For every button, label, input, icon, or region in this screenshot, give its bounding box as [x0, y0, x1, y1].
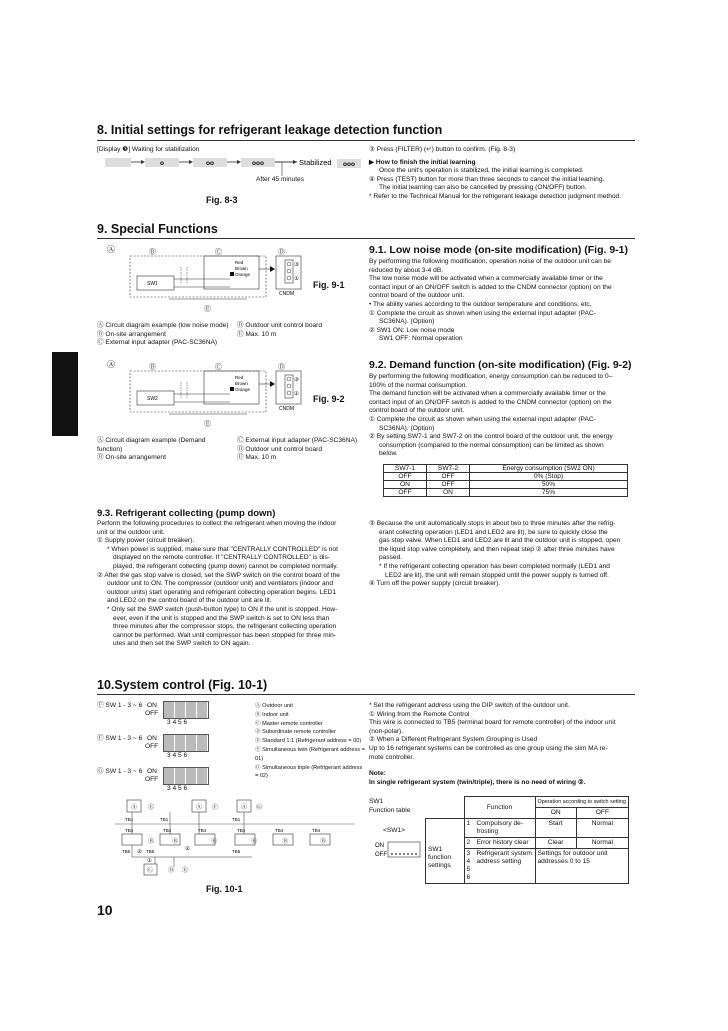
svg-text:Ⓑ: Ⓑ: [320, 839, 327, 845]
svg-text:TB1: TB1: [160, 817, 169, 822]
legend-9-2-right: Ⓒ External input adapter (PAC-SC36NA) Ⓓ Outdoor unit control board Ⓔ Max. 10 m: [237, 437, 358, 462]
fig-9-2: Fig. 9-2: [313, 394, 345, 404]
svg-text:Ⓔ: Ⓔ: [204, 306, 211, 313]
svg-text:TB4: TB4: [198, 828, 207, 833]
svg-text:Ⓐ: Ⓐ: [130, 805, 138, 811]
svg-text:Orange: Orange: [235, 387, 251, 392]
display-label: [Display ❸] Waiting for stabilization: [97, 146, 200, 153]
svg-text:②: ②: [185, 846, 190, 852]
svg-text:Ⓕ: Ⓕ: [212, 805, 219, 811]
svg-text:Ⓐ: Ⓐ: [240, 805, 248, 811]
svg-text:TB1: TB1: [232, 817, 241, 822]
svg-text:Ⓑ: Ⓑ: [251, 839, 258, 845]
svg-text:Ⓖ: Ⓖ: [256, 805, 263, 811]
svg-text:Ⓑ: Ⓑ: [149, 364, 156, 371]
svg-text:Ⓓ: Ⓓ: [278, 249, 285, 256]
stabilized-text: Stabilized: [299, 158, 332, 167]
section-9-title: 9. Special Functions: [97, 222, 218, 236]
stab-code: ooo: [343, 161, 355, 168]
legend-9-1-left: Ⓐ Circuit diagram example (low noise mode) Ⓑ On-site arrangement Ⓒ External input adapter (PAC-SC36NA): [97, 322, 229, 347]
stabilization-sequence: [97, 154, 367, 184]
svg-text:Ⓑ: Ⓑ: [211, 839, 218, 845]
svg-text:Ⓔ: Ⓔ: [204, 421, 211, 428]
svg-text:ON: ON: [375, 843, 384, 849]
fig-10-1-wiring-diagram: [115, 798, 360, 880]
svg-text:Brown: Brown: [235, 381, 248, 386]
svg-text:Ⓑ: Ⓑ: [282, 839, 289, 845]
fig-10-1: Fig. 10-1: [206, 884, 243, 894]
svg-text:SW2: SW2: [147, 396, 158, 402]
legend-9-1-right: Ⓓ Outdoor unit control board Ⓔ Max. 10 m: [237, 322, 323, 338]
svg-text:TB4: TB4: [125, 828, 134, 833]
seq-3: ooo: [252, 160, 264, 167]
sw1-function-table: Function Operation according to switch setting ON OFF SW1 function settings 1 Compulsory de-frosting Start Normal 2 Error history clear Clear Normal 3 4 5 6 Refrigerant system address setting Settings for outdoor unit addresses 0 to 15: [425, 796, 629, 884]
svg-text:Ⓐ: Ⓐ: [195, 805, 203, 811]
svg-text:Ⓒ: Ⓒ: [215, 364, 222, 371]
dip-switch-group: Ⓕ SW 1 - 3 ~ 6 ON OFF 3 4 5 6 Ⓕ SW 1 - 3 ~ 6 ON OFF 3 4 5 6 Ⓖ SW 1 - 3 ~ 6 ON OFF 3 4 5 6: [97, 700, 257, 800]
s10-right-text: * Set the refrigerant address using the DIP switch of the outdoor unit. ① Wiring from the Remote Control This wire is connected to TB5 (terminal board for remote controller) of the indoor unit (non-polar). ② When a Different Refrigerant System Grouping is Used Up to 16 refrigerant systems can be controlled as one group using the slim MA re- mote controller. Note: In single refrigerant system (twin/triple), there is no need of wiring ②.: [369, 702, 616, 786]
svg-text:OFF: OFF: [375, 852, 387, 858]
function-table-label: Function table: [369, 807, 411, 814]
svg-text:①: ①: [147, 858, 152, 864]
svg-text:Red: Red: [235, 375, 244, 380]
seq-1: o: [160, 160, 164, 167]
side-tab-marker: [52, 352, 78, 436]
s91-body: By performing the following modification, operation noise of the outdoor unit can be reduced by about 3-4 dB. The low noise mode will be activated when a commercially available timer or the contact input of an ON/OFF switch is added to the CNDM connector (option) on the control board of the outdoor unit. • The ability varies according to the outdoor temperature and conditions, etc. ① Complete the circuit as shown when using the external input adapter (PAC- SC36NA). (Option) ② SW1 ON: Low noise mode SW1 OFF: Normal operation: [369, 258, 612, 343]
s92-body: By performing the following modification, energy consumption can be reduced to 0– 100% of the normal consumption. The demand function will be activated when a commercially available timer or the contact input of an ON/OFF switch is added to the CNDM connector (option) on the control board of the outdoor unit. ① Complete the circuit as shown when using the external input adapter (PAC- SC36NA). (Option) ② By setting SW7-1 and SW7-2 on the control board of the outdoor unit, the energy consumption (compared to the normal consumption) can be limited as shown below.: [369, 373, 613, 458]
svg-text:Ⓑ: Ⓑ: [148, 839, 155, 845]
svg-text:TB4: TB4: [237, 828, 246, 833]
legend-9-2-left: Ⓐ Circuit diagram example (Demand function) Ⓑ On-site arrangement: [97, 437, 206, 462]
svg-text:③: ③: [294, 377, 299, 383]
svg-text:CNDM: CNDM: [279, 406, 294, 412]
s8-right-text: ③ Press (FILTER) (↵) button to confirm. (Fig. 8-3) ▶ How to finish the initial learning Once the unit's operation is stabilized, the initial learning is completed. ④ Press (TEST) button for more than three seconds to cancel the initial learning. The initial learning can also be cancelled by pressing (ON/OFF) button. * Refer to the Technical Manual for the refrigerant leakage detection judgment method.: [369, 146, 622, 200]
svg-text:Ⓑ: Ⓑ: [149, 249, 156, 256]
svg-text:SW1: SW1: [147, 281, 158, 287]
sw1-tag: <SW1>: [383, 827, 405, 834]
section-8-title: 8. Initial settings for refrigerant leakage detection function: [97, 123, 443, 137]
svg-text:Ⓐ: Ⓐ: [107, 360, 115, 369]
svg-text:TB5: TB5: [122, 849, 131, 854]
svg-text:TB4: TB4: [163, 828, 172, 833]
svg-text:③: ③: [294, 262, 299, 268]
demand-table: SW7-1 SW7-2 Energy consumption (SW2 ON) OFF OFF 0% (Stop) ON OFF 50% OFF ON 75%: [383, 464, 628, 497]
svg-text:TB1: TB1: [125, 817, 134, 822]
svg-text:Orange: Orange: [235, 272, 251, 277]
svg-text:Ⓒ: Ⓒ: [215, 249, 222, 256]
svg-text:TB5: TB5: [232, 849, 241, 854]
svg-text:Ⓒ: Ⓒ: [146, 868, 154, 874]
svg-text:TB4: TB4: [312, 828, 321, 833]
sw1-dip-switch: [375, 840, 423, 860]
svg-text:TB5: TB5: [146, 849, 155, 854]
after-45-minutes: After 45 minutes: [256, 176, 305, 183]
svg-text:CNDM: CNDM: [279, 291, 294, 297]
svg-text:Ⓓ: Ⓓ: [168, 868, 175, 874]
fig-9-1: Fig. 9-1: [313, 280, 345, 290]
svg-text:Ⓐ: Ⓐ: [107, 245, 115, 254]
svg-text:①: ①: [294, 276, 299, 282]
svg-text:Red: Red: [235, 260, 244, 265]
svg-text:Ⓑ: Ⓑ: [172, 839, 179, 845]
s93-right: ③ Because the unit automatically stops in about two to three minutes after the refrig- erant collecting operation (LED1 and LED2 are lit), be sure to quickly close the gas stop valve. When LED1 and LED2 are lit and the outdoor unit is stopped, open the liquid stop valve completely, and then repeat step ② after three minutes have passed. * If the refrigerant collecting operation has been completed normally (LED1 and LED2 are lit), the unit will remain stopped until the power supply is turned off. ④ Turn off the power supply (circuit breaker).: [369, 520, 621, 588]
s93-title: 9.3. Refrigerant collecting (pump down): [97, 508, 276, 519]
s91-title: 9.1. Low noise mode (on-site modification) (Fig. 9-1): [369, 244, 629, 256]
svg-text:Brown: Brown: [235, 266, 248, 271]
page-number: 10: [97, 902, 113, 918]
svg-text:TB4: TB4: [275, 828, 284, 833]
svg-text:Ⓔ: Ⓔ: [148, 805, 155, 811]
svg-text:Ⓓ: Ⓓ: [278, 364, 285, 371]
sw1-label: SW1: [369, 798, 384, 805]
s10-legend: Ⓐ Outdoor unit Ⓑ Indoor unit Ⓒ Master remote controller Ⓓ Subordinate remote controller Ⓔ Standard 1:1 (Refrigerant address = 00) Ⓕ Simultaneous twin (Refrigerant address = 01) Ⓖ Simultaneous triple (Refrigerant address = 02): [255, 703, 365, 780]
svg-text:①: ①: [294, 391, 299, 397]
section-10-title: 10.System control (Fig. 10-1): [97, 678, 268, 692]
s92-title: 9.2. Demand function (on-site modification) (Fig. 9-2): [369, 359, 632, 371]
svg-text:Ⓔ: Ⓔ: [182, 868, 189, 874]
fig-8-3: Fig. 8-3: [206, 195, 238, 205]
svg-text:②: ②: [137, 849, 142, 855]
seq-2: oo: [206, 160, 214, 167]
s93-left: Perform the following procedures to collect the refrigerant when moving the indoor unit or the outdoor unit. ① Supply power (circuit breaker). * When power is supplied, make sure that "CENTRALLY CONTROLLED" is not displayed on the remote controller. If "CENTRALLY CONTROLLED" is dis- played, the refrigerant collecting (pump down) cannot be completed normally. ② After the gas stop valve is closed, set the SWP switch on the control board of the outdoor unit to ON. The compressor (outdoor unit) and ventilators (indoor and outdoor units) start operating and refrigerant collecting operation begins. LED1 and LED2 on the control board of the outdoor unit are lit. * Only set the SWP switch (push-button type) to ON if the unit is stopped. How- ever, even if the unit is stopped and the SWP switch is set to ON less than three minutes after the compressor stops, the refrigerant collecting operation cannot be performed. Wait until compressor has been stopped for three min- utes and then set the SWP switch to ON again.: [97, 520, 340, 648]
